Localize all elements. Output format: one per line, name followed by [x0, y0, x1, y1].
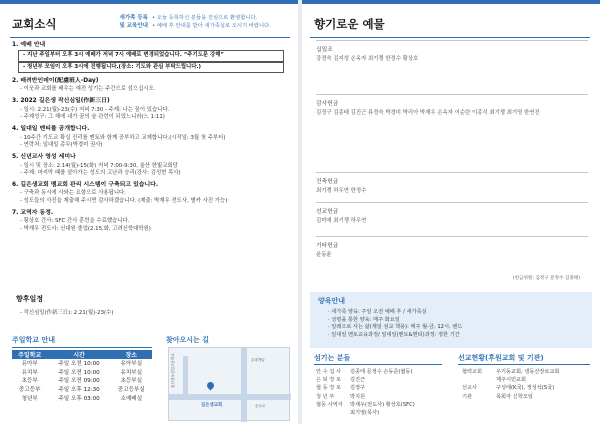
servant-row	[316, 384, 415, 392]
care-section	[310, 292, 592, 348]
mission-names: 구성태(K국), 정성석(S국)	[496, 385, 555, 392]
news-item-detail: - 구축과 동시에 사와는 요함으로 사용됩니다.	[20, 190, 126, 197]
table-cell: 유치부실	[120, 369, 143, 376]
column-header: 주일학교	[12, 350, 47, 359]
servant-row	[316, 409, 415, 417]
care-item: · 일대일 멘토교육과정/ 일대일(멘토&멘티)과정: 정한 기간	[328, 331, 460, 338]
servants-title: 섬기는 분들	[314, 354, 351, 362]
offerings-header	[310, 14, 590, 38]
divider	[316, 236, 588, 237]
mission-role: 선교사	[462, 385, 478, 392]
map-road	[183, 356, 188, 396]
news-item-title: 3. 2022 길은생 작신심일(作新三日)	[12, 98, 110, 105]
offering-section	[316, 240, 588, 260]
right-page	[302, 0, 600, 424]
church-news-header	[10, 14, 290, 38]
offering-names: 최기쟁 하우연 한정수	[316, 188, 367, 194]
column-header: 장소	[111, 350, 152, 359]
news-item	[12, 182, 288, 205]
news-item	[12, 42, 288, 73]
offering-names: 윤동윤	[316, 252, 332, 258]
table-cell: 소예배실	[120, 395, 143, 402]
directions-map	[168, 347, 290, 421]
news-item-title: 7. 교역자 동정.	[12, 210, 54, 217]
offering-section	[316, 176, 588, 196]
missions-list	[462, 368, 559, 401]
divider	[316, 202, 588, 203]
news-item-detail: - 지난 주일부터 오후 3시 예배가 저녁 7시 예배로 변경되었습니다. “주기도문 강해”	[18, 50, 284, 61]
sunday-school-title: 주일학교 안내	[12, 335, 152, 348]
mission-row	[462, 376, 559, 384]
directions-title: 찾아오시는 길	[166, 336, 210, 344]
servants-list	[316, 368, 415, 417]
care-item: · 성령을 통한 양육: 매주 화요일	[328, 316, 400, 323]
news-item-detail: - 주제: 마지막 때를 살아가는 성도의 고난과 승리(강사: 김성현 목사)	[20, 169, 181, 176]
news-item-detail: - 일시 및 장소: 2.14(월)-15(화) 저녁 7:00-9:30, 울산 한빛교회당	[20, 162, 178, 169]
offerings-title: 향기로운 예물	[314, 17, 385, 31]
offering-category: 건축헌금	[316, 179, 339, 185]
mission-role: 기관	[462, 393, 473, 400]
news-item-title: 6. 길은생교회 멤교회 관리 시스템이 구축되고 있습니다.	[12, 182, 159, 189]
offering-names: 김정구 김종태 김진근 류정숙 박경미 박리아 박재우 손옥자 이순란 이종식 최기쟁 최기영 한연진	[316, 110, 540, 116]
news-item	[12, 98, 288, 121]
news-item-title: 5. 신년교사 영성 세미나	[12, 154, 76, 161]
servant-names: 김진근	[350, 377, 366, 384]
news-item-detail: - 청년부 모임이 오후 3시에 진행됩니다.(장소: 기도와 관심 부탁드립니다.)	[18, 62, 284, 73]
table-cell: 중고등부실	[117, 387, 145, 394]
news-item-detail: - 일시: 2.21(월)-23(수) 저녁 7:30 - 주제: 나는 꿈이 있습니다.	[20, 106, 170, 113]
mission-role: 협력교회	[462, 369, 483, 375]
sunday-school-table	[12, 350, 152, 402]
offering-section	[316, 44, 588, 64]
servant-role: 청 년 부	[316, 393, 335, 400]
mission-names: 우기동교회, 냉동산장로교회	[496, 369, 560, 375]
table-row	[12, 368, 152, 377]
offering-section	[316, 98, 588, 118]
map-label-church: 길은생교회	[201, 403, 223, 408]
news-item-detail: - 박재우 전도사: 신대원 졸업(2.15,화, 고려신학대학원)	[20, 225, 151, 232]
table-row	[12, 359, 152, 368]
divider	[314, 364, 442, 365]
mission-role	[462, 376, 496, 384]
care-list	[328, 309, 462, 339]
servant-role: 안 수 집 사	[316, 369, 341, 375]
table-cell: 주일 오후 03:00	[58, 395, 100, 402]
map-label-apartment: 롯데캐슬	[251, 358, 265, 362]
news-item-detail: - 연락처: 일대일 총무(박경미 권사)	[20, 141, 103, 148]
missions-title: 선교현황(후원교회 및 기관)	[458, 354, 544, 362]
care-item: · 새가족 양육: 주일 오전 예배 후 / 새가족실	[328, 309, 427, 315]
map-road	[241, 348, 247, 422]
offering-category: 선교헌금	[316, 209, 339, 215]
servant-role: 협동 사역자	[316, 401, 343, 408]
news-item-detail: - 성도들의 사진을 제출해 주시면 감사하겠습니다. (제출: 박재우 전도사, 별카 사진 가능)	[20, 197, 228, 204]
table-cell: 주일 오후 12:30	[58, 387, 100, 394]
news-item-detail: - 이웃과 교회를 배우는 예전 성기는 주간으로 섬으십시오.	[20, 86, 156, 93]
news-item	[12, 78, 288, 94]
table-cell: 유아부	[21, 361, 38, 368]
table-cell: 초등부	[21, 378, 38, 385]
news-item-title: 2. 배려반인데이(配慮班人-Day)	[12, 77, 99, 84]
news-item-title: 4. 일대일 멘티를 공개합니다.	[12, 126, 90, 133]
upcoming-schedule-title: 향후일정	[16, 295, 44, 303]
divider	[316, 94, 588, 95]
mission-row	[462, 368, 559, 376]
table-cell: 주일 오전 10:00	[58, 369, 100, 376]
offering-category: 십일조	[316, 47, 333, 53]
mission-names: 목회자 신학모임	[496, 393, 533, 400]
divider	[316, 40, 588, 41]
table-row	[12, 393, 152, 402]
servant-role: 협 동 장 로	[316, 385, 341, 392]
table-row	[12, 385, 152, 394]
news-item-detail: - 10주간 기도교 확실 진리를 멘토와 함께 공부하고 교제합니다.(시작일: 3월 첫 주부터)	[20, 134, 226, 141]
map-label-school: 울산정보산업고등학교	[171, 353, 175, 388]
table-cell: 청년부	[21, 395, 38, 402]
offering-category: 감사헌금	[316, 101, 339, 107]
mission-names: 제주시민교회	[496, 377, 527, 384]
divider	[458, 364, 590, 365]
upcoming-schedule-item: - 작신심일(作新三日): 2.21(월)-23(수)	[20, 310, 114, 316]
left-page	[0, 0, 298, 424]
column-header: 시간	[47, 350, 110, 359]
servant-row	[316, 393, 415, 401]
offering-names: 강경숙 김지성 손옥자 최기쟁 한정수 황상호	[316, 56, 419, 62]
table-row	[12, 376, 152, 385]
news-item	[12, 126, 288, 149]
newcomer-tag: 새가족 등록 및 교육안내	[119, 15, 148, 29]
offering-names: 김미애 최기쟁 하우연	[316, 218, 367, 224]
table-cell: 유치부	[21, 369, 38, 376]
servant-row	[316, 368, 415, 376]
divider	[316, 172, 588, 173]
map-label-road: 문수로	[255, 404, 266, 408]
servant-names: 김종태 문정수 손동준(협동)	[350, 369, 413, 375]
table-cell: 초등부실	[120, 378, 143, 385]
table-cell: 주일 오전 10:00	[58, 361, 100, 368]
offering-section	[316, 206, 588, 226]
church-news-title: 교회소식	[12, 17, 57, 31]
church-location-pin-icon	[206, 381, 216, 391]
offering-committee-note: (헌금위원: 김정구 문정수 김종태)	[512, 276, 580, 281]
servant-role	[316, 409, 350, 417]
table-cell: 유아부실	[120, 361, 143, 368]
news-item-detail: - 황상호 간사: SFC 간사 훈련을 수료했습니다.	[20, 218, 130, 225]
news-list	[12, 42, 288, 238]
servant-names: 박재우(전도사) 황상호(SFC)	[350, 401, 415, 408]
servant-names: 김정구	[350, 385, 366, 392]
servant-names: 최기영(목사)	[350, 410, 380, 417]
servant-names: 박지원	[350, 393, 366, 400]
newcomer-notes: • 오늘 등록하신 분들을 진심으로 환영합니다. • 예배 후 안내를 받아 새가족실로 오시기 바랍니다.	[152, 15, 271, 29]
news-item-detail: - 주제성구: 그 해에 내가 꿈의 숲 관련이 되었느니라(느 1:11)	[20, 114, 165, 121]
mission-row	[462, 393, 559, 401]
offering-category: 기타헌금	[316, 243, 339, 249]
care-title: 양육안내	[318, 297, 346, 305]
news-item	[12, 154, 288, 177]
table-cell: 중고등부	[18, 387, 41, 394]
servant-row	[316, 376, 415, 384]
servant-role: 은 퇴 장 로	[316, 377, 341, 384]
news-item-title: 1. 예배 안내	[12, 42, 46, 48]
care-item: · 일레으로 사는 삶(제일 섬교 책용): 매주 월-금, 12시, 밴드	[328, 324, 463, 331]
table-cell: 주일 오전 09:00	[58, 378, 100, 385]
mission-row	[462, 384, 559, 392]
servant-row	[316, 401, 415, 409]
news-item	[12, 210, 288, 233]
